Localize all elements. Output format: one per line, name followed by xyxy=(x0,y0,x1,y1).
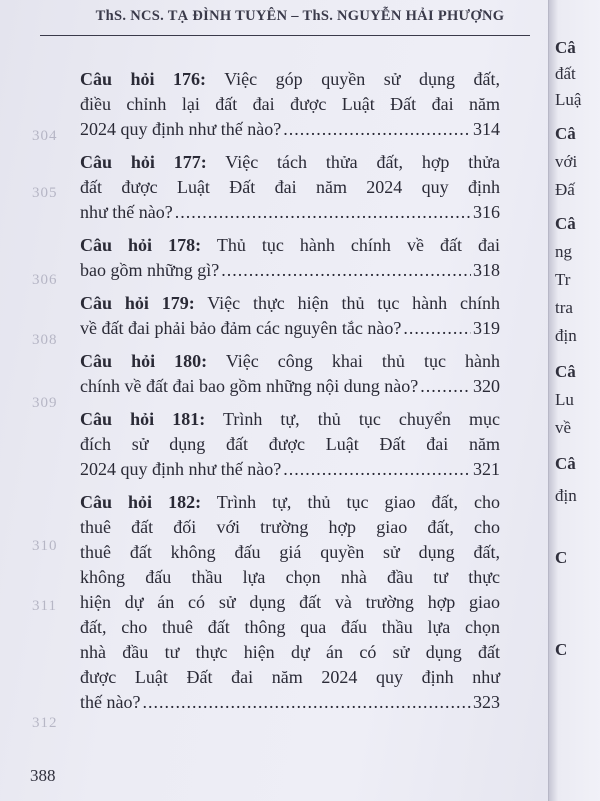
question-label: Câu hỏi 180: xyxy=(80,351,208,371)
show-through-number: 308 xyxy=(32,332,58,348)
show-through-number: 310 xyxy=(32,538,58,554)
facing-page-fragment: địn xyxy=(555,486,577,505)
entry-text: điều chỉnh lại đất đai được Luật Đất đai năm xyxy=(80,94,500,114)
facing-page-fragment: C xyxy=(555,548,568,567)
entry-text: không đấu thầu lựa chọn nhà đầu tư thực xyxy=(80,567,500,587)
entry-text: Việc thực hiện thủ tục hành chính xyxy=(207,293,500,313)
page-ref: 323 xyxy=(473,692,500,712)
page-ref: 320 xyxy=(473,376,500,396)
entry-text: đất được Luật Đất đai năm 2024 quy định xyxy=(80,177,500,197)
facing-page-fragment: Câ xyxy=(555,454,576,473)
header-rule xyxy=(40,35,530,36)
show-through-number: 309 xyxy=(32,395,58,411)
entry-text: về đất đai phải bảo đảm các nguyên tắc nào? xyxy=(80,318,402,338)
table-of-contents xyxy=(80,67,500,723)
toc-entry-177 xyxy=(80,150,500,225)
facing-page-fragment: C xyxy=(555,640,568,659)
entry-text: Trình tự, thủ tục chuyển mục xyxy=(222,409,500,429)
entry-text: đích sử dụng đất được Luật Đất đai năm xyxy=(80,434,500,454)
facing-page-fragment: Câ xyxy=(555,38,576,57)
toc-entry-176 xyxy=(80,67,500,142)
entry-text: Trình tự, thủ tục giao đất, cho xyxy=(216,492,501,512)
toc-entry-181 xyxy=(80,407,500,482)
facing-page-fragment: về xyxy=(555,418,572,437)
show-through-number: 306 xyxy=(32,272,58,288)
facing-page-fragment: Câ xyxy=(555,214,576,233)
entry-text: Thủ tục hành chính về đất đai xyxy=(216,235,501,255)
page-ref: 318 xyxy=(473,260,500,280)
page-ref: 314 xyxy=(473,119,500,139)
facing-page-edge xyxy=(548,0,600,801)
entry-text: Việc tách thửa đất, hợp thửa xyxy=(225,152,500,172)
leader-dots xyxy=(403,316,471,341)
entry-text: như thế nào? xyxy=(80,202,173,222)
leader-dots xyxy=(142,690,471,715)
entry-text: đất, cho thuê đất thông qua đấu thầu lựa chọn xyxy=(80,617,500,637)
facing-page-fragment: Câ xyxy=(555,362,576,381)
question-label: Câu hỏi 177: xyxy=(80,152,207,172)
page-ref: 319 xyxy=(473,318,500,338)
facing-page-fragment: với xyxy=(555,152,578,171)
facing-page-fragment: tra xyxy=(555,298,573,317)
question-label: Câu hỏi 178: xyxy=(80,235,202,255)
question-label: Câu hỏi 182: xyxy=(80,492,202,512)
facing-page-fragment: Đấ xyxy=(555,180,575,199)
toc-entry-180 xyxy=(80,349,500,399)
show-through-number: 312 xyxy=(32,715,58,731)
question-label: Câu hỏi 179: xyxy=(80,293,195,313)
leader-dots xyxy=(283,457,471,482)
question-label: Câu hỏi 176: xyxy=(80,69,207,89)
toc-entry-178 xyxy=(80,233,500,283)
question-label: Câu hỏi 181: xyxy=(80,409,206,429)
facing-page-fragment: Câ xyxy=(555,124,576,143)
entry-text: chính về đất đai bao gồm những nội dung nào? xyxy=(80,376,419,396)
entry-text: Việc góp quyền sử dụng đất, xyxy=(224,69,501,89)
toc-entry-182 xyxy=(80,490,500,715)
entry-text: nhà đầu tư thực hiện dự án có sử dụng đất xyxy=(80,642,500,662)
page-ref: 321 xyxy=(473,459,500,479)
show-through-number: 304 xyxy=(32,128,58,144)
leader-dots xyxy=(221,258,471,283)
entry-text: Việc công khai thủ tục hành xyxy=(225,351,500,371)
leader-dots xyxy=(175,200,471,225)
facing-page-fragment: Tr xyxy=(555,270,571,289)
entry-text: thuê đất không đấu giá quyền sử dụng đất, xyxy=(80,542,500,562)
facing-page-fragment: Lu xyxy=(555,390,574,409)
page-ref: 316 xyxy=(473,202,500,222)
entry-text: 2024 quy định như thế nào? xyxy=(80,459,282,479)
entry-text: thế nào? xyxy=(80,692,141,712)
entry-text: được Luật Đất đai năm 2024 quy định như xyxy=(80,667,500,687)
show-through-number: 305 xyxy=(32,185,58,201)
leader-dots xyxy=(420,374,471,399)
leader-dots xyxy=(283,117,471,142)
entry-text: hiện dự án có sử dụng đất và trường hợp giao xyxy=(80,592,500,612)
entry-text: bao gồm những gì? xyxy=(80,260,220,280)
show-through-number: 311 xyxy=(32,598,57,614)
toc-entry-179 xyxy=(80,291,500,341)
page-number: 388 xyxy=(30,766,56,785)
entry-text: 2024 quy định như thế nào? xyxy=(80,119,282,139)
facing-page-fragment: ng xyxy=(555,242,572,261)
facing-page-fragment: đất xyxy=(555,64,576,83)
facing-page-fragment: Luậ xyxy=(555,90,582,109)
facing-page-fragment: địn xyxy=(555,326,577,345)
entry-text: thuê đất đối với trường hợp giao đất, cho xyxy=(80,517,500,537)
running-header: ThS. NCS. TẠ ĐÌNH TUYÊN – ThS. NGUYỄN HẢI PHƯỢNG xyxy=(95,8,505,24)
